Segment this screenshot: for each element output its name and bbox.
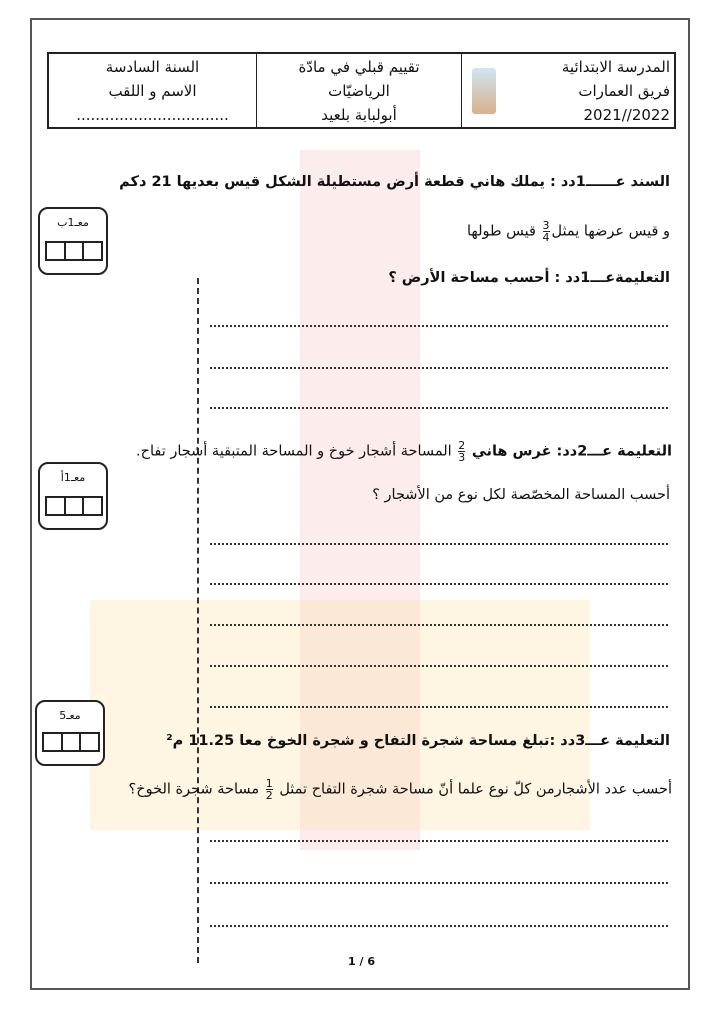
- teacher-name: أبولبابة بلعيد: [321, 106, 397, 124]
- answer-line[interactable]: [210, 583, 668, 585]
- page-number: 1 / 6: [348, 955, 375, 968]
- fraction: $\frac{2}{3}$: [458, 439, 466, 464]
- support-text: السند عــــــ1دد : يملك هاني قطعة أرض مستطيلة الشكل قيس بعديها 21 دكم: [119, 174, 670, 190]
- answer-line[interactable]: [210, 665, 668, 667]
- instruction-1: التعليمةعـــ1دد : أحسب مساحة الأرض ؟: [388, 270, 670, 286]
- exam-title: تقييم قبلي في مادّة: [298, 58, 420, 76]
- answer-line[interactable]: [210, 882, 668, 884]
- grading-box-2: معـ1أ: [38, 462, 108, 530]
- school-name: المدرسة الابتدائية: [561, 58, 670, 76]
- subject-cell: [256, 54, 461, 127]
- name-label: الاسم و اللقب: [108, 82, 197, 100]
- grading-box-1: معـ1ب: [38, 207, 108, 275]
- school-logo: [472, 68, 496, 114]
- school-cell: [461, 54, 674, 127]
- answer-line[interactable]: [210, 367, 668, 369]
- instruction-3: التعليمة عـــ3دد :تبلغ مساحة شجرة التفاح و شجرة الخوخ معا 11.25 م²: [166, 733, 670, 749]
- answer-line[interactable]: [210, 706, 668, 708]
- question-2: أحسب المساحة المخصّصة لكل نوع من الأشجار ؟: [372, 487, 670, 503]
- grade: السنة السادسة: [105, 58, 200, 76]
- grading-box-3: معـ5: [35, 700, 105, 766]
- school-year: 2022//2021: [583, 106, 670, 124]
- answer-line[interactable]: [210, 624, 668, 626]
- instruction-2: التعليمة عـــ2دد: غرس هاني $\frac{2}{3}$ المساحة أشجار خوخ و المساحة المتبقية أشجار تفاح.: [135, 439, 672, 464]
- fraction: $\frac{1}{2}$: [265, 777, 273, 802]
- question-3: أحسب عدد الأشجارمن كلّ نوع علما أنّ مساحة شجرة التفاح تمثل $\frac{1}{2}$ مساحة شجرة الخوخ؟: [128, 777, 672, 802]
- team-name: فريق العمارات: [578, 82, 670, 100]
- answer-line[interactable]: [210, 407, 668, 409]
- answer-line[interactable]: [210, 840, 668, 842]
- answer-line[interactable]: [210, 543, 668, 545]
- answer-line[interactable]: [210, 325, 668, 327]
- fraction: $\frac{3}{4}$: [542, 219, 550, 244]
- student-cell: [49, 54, 256, 127]
- subject: الرياضيّات: [328, 82, 390, 100]
- answer-line[interactable]: [210, 925, 668, 927]
- margin-divider: [197, 278, 199, 963]
- name-field[interactable]: ................................: [76, 106, 229, 124]
- support-text-2: و قيس عرضها يمثل $\frac{3}{4}$ قيس طولها: [466, 219, 670, 244]
- header-table: [47, 52, 676, 129]
